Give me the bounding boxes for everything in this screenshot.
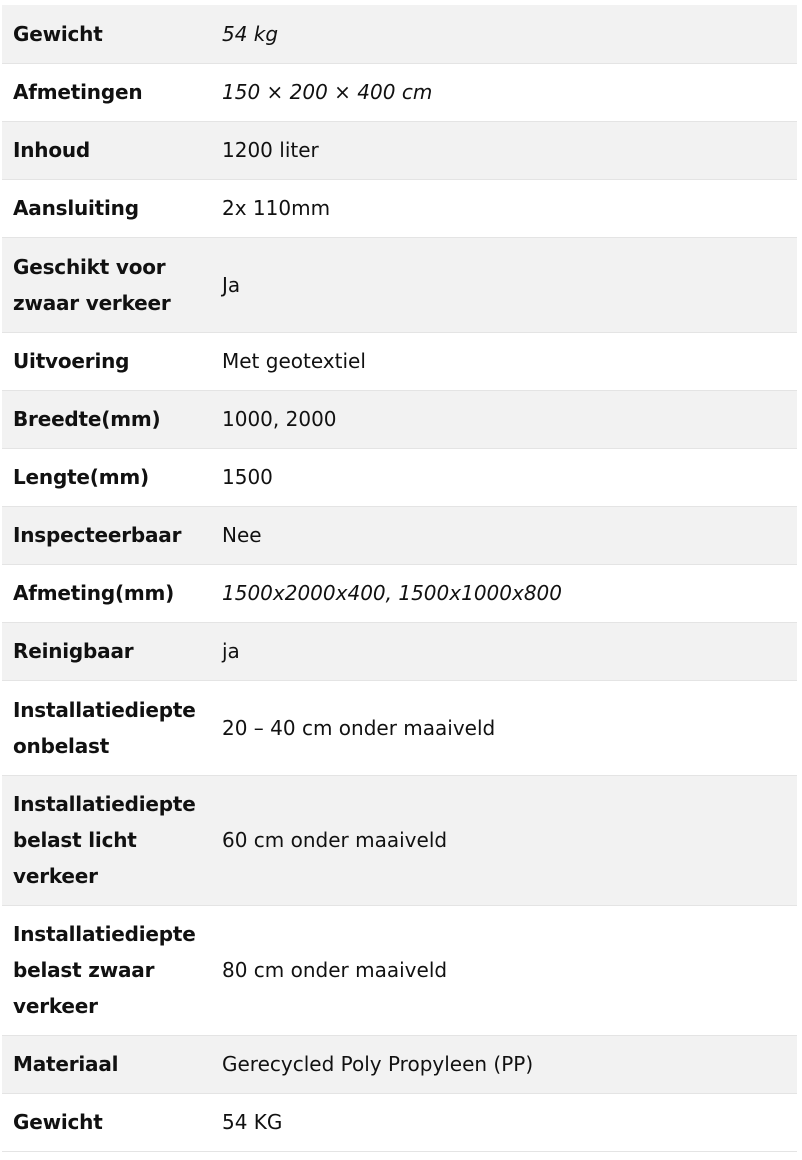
spec-value: Met geotextiel — [211, 332, 797, 390]
table-row — [2, 1093, 797, 1151]
spec-label: Gewicht — [2, 5, 211, 63]
spec-value: 20 – 40 cm onder maaiveld — [211, 680, 797, 775]
spec-label: Reinigbaar — [2, 622, 211, 680]
spec-value: 54 KG — [211, 1093, 797, 1151]
spec-label: Installatiediepte belast zwaar verkeer — [2, 905, 211, 1035]
table-row — [2, 1035, 797, 1093]
table-row — [2, 506, 797, 564]
spec-label: Uitvoering — [2, 332, 211, 390]
table-row — [2, 332, 797, 390]
table-row — [2, 5, 797, 63]
table-row — [2, 564, 797, 622]
spec-value: 1500 — [211, 448, 797, 506]
spec-value: Nee — [211, 506, 797, 564]
spec-value: 150 × 200 × 400 cm — [211, 63, 797, 121]
table-row — [2, 448, 797, 506]
table-row — [2, 775, 797, 905]
spec-value: Gerecycled Poly Propyleen (PP) — [211, 1035, 797, 1093]
spec-label: Geschikt voor zwaar verkeer — [2, 237, 211, 332]
table-row — [2, 905, 797, 1035]
table-row — [2, 179, 797, 237]
specifications-table — [2, 5, 797, 1152]
spec-value: 60 cm onder maaiveld — [211, 775, 797, 905]
spec-label: Gewicht — [2, 1093, 211, 1151]
specifications-body — [2, 5, 797, 1151]
spec-label: Inspecteerbaar — [2, 506, 211, 564]
spec-label: Inhoud — [2, 121, 211, 179]
spec-label: Breedte(mm) — [2, 390, 211, 448]
spec-label: Afmeting(mm) — [2, 564, 211, 622]
table-row — [2, 622, 797, 680]
spec-value: 80 cm onder maaiveld — [211, 905, 797, 1035]
table-row — [2, 63, 797, 121]
spec-value: 54 kg — [211, 5, 797, 63]
spec-label: Afmetingen — [2, 63, 211, 121]
spec-value: Ja — [211, 237, 797, 332]
table-row — [2, 121, 797, 179]
spec-label: Lengte(mm) — [2, 448, 211, 506]
spec-value: ja — [211, 622, 797, 680]
table-row — [2, 680, 797, 775]
spec-value: 1000, 2000 — [211, 390, 797, 448]
spec-value: 2x 110mm — [211, 179, 797, 237]
table-row — [2, 237, 797, 332]
spec-label: Materiaal — [2, 1035, 211, 1093]
spec-label: Installatiediepte onbelast — [2, 680, 211, 775]
spec-value: 1500x2000x400, 1500x1000x800 — [211, 564, 797, 622]
table-row — [2, 390, 797, 448]
spec-label: Aansluiting — [2, 179, 211, 237]
spec-value: 1200 liter — [211, 121, 797, 179]
spec-label: Installatiediepte belast licht verkeer — [2, 775, 211, 905]
